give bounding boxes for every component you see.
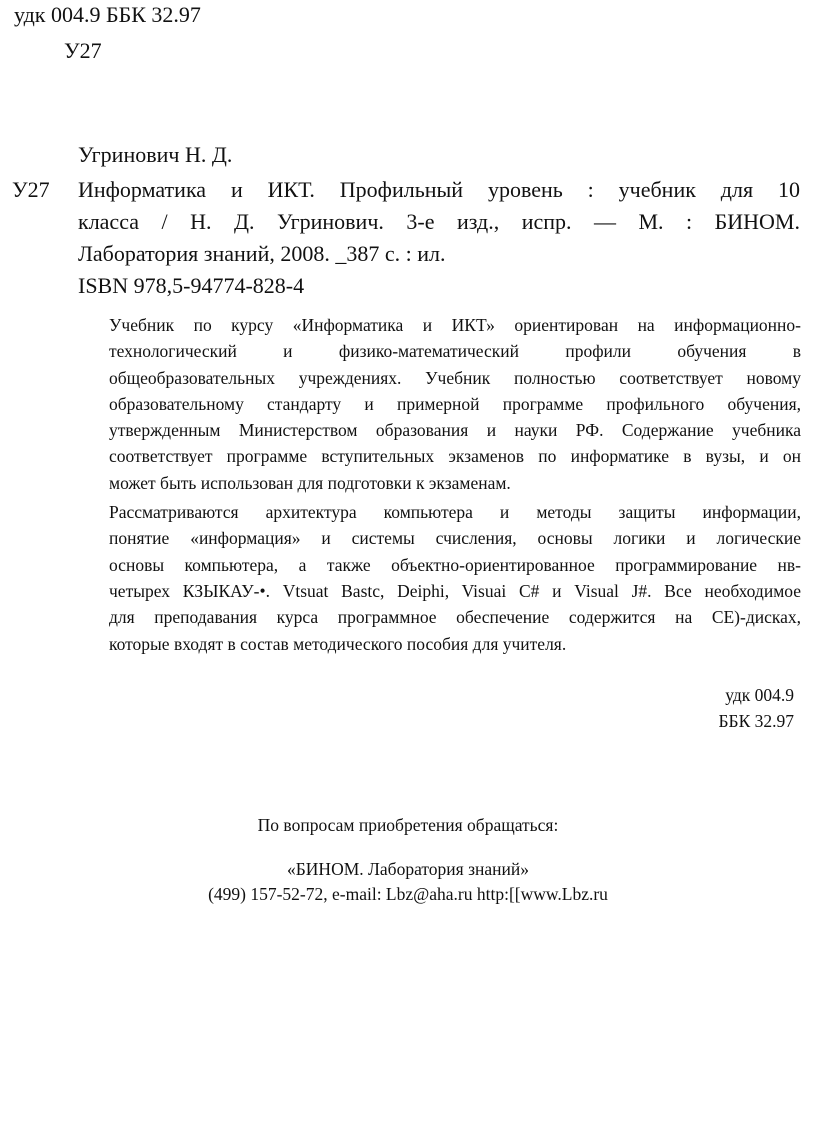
abstract-line: утвержденным Министерством образования и науки РФ. Содержание учебника (109, 420, 801, 441)
abstract (76, 312, 801, 657)
abstract-paragraph-2 (76, 499, 801, 657)
publisher-name: «БИНОМ. Лаборатория знаний» (287, 859, 529, 879)
abstract-line: четырех КЗЫКАУ-•. Vtsuat Bastc, Deiphi, Visuai C# и Visual J#. Все необходимое (109, 580, 801, 601)
abstract-line: образовательному стандарту и примерной программе профильного обучения, (109, 393, 801, 414)
contact-details: (499) 157-52-72, e-mail: Lbz@aha.ru http:[[www.Lbz.ru (208, 884, 608, 904)
abstract-line: понятие «информация» и системы счисления, основы логики и логические (109, 528, 801, 549)
bibliographic-entry (78, 174, 800, 302)
abstract-line: которые входят в состав методического пособия для учителя. (109, 633, 567, 654)
author-code-header: У27 (64, 38, 102, 63)
entry-line-publisher: Лаборатория знаний, 2008. _387 с. : ил. (78, 241, 446, 266)
abstract-line: общеобразовательных учреждениях. Учебник полностью соответствует новому (109, 367, 801, 388)
contact-heading: По вопросам приобретения обращаться: (257, 815, 559, 835)
author-name: Угринович Н. Д. (78, 142, 233, 167)
abstract-line: основы компьютера, а также объектно-ориентированное программирование нв- (109, 554, 801, 575)
bbk-code: ББК 32.97 (718, 711, 794, 731)
abstract-line: Учебник по курсу «Информатика и ИКТ» ориентирован на информационно- (109, 315, 801, 335)
entry-line-author: класса / Н. Д. Угринович. 3-е изд., испр. — М. : БИНОМ. (78, 209, 800, 234)
abstract-paragraph-1 (76, 312, 801, 496)
udk-code: удк 004.9 (725, 685, 794, 705)
entry-code: У27 (12, 177, 50, 202)
entry-line-title: Информатика и ИКТ. Профильный уровень : учебник для 10 (78, 177, 800, 202)
abstract-line: может быть использован для подготовки к экзаменам. (109, 472, 511, 493)
abstract-line: для преподавания курса программное обеспечение содержится на CE)-дисках, (109, 607, 801, 628)
entry-line-isbn: ISBN 978,5-94774-828-4 (78, 273, 305, 298)
abstract-line: технологический и физико-математический профили обучения в (109, 341, 801, 362)
abstract-line: Рассматриваются архитектура компьютера и методы защиты информации, (109, 502, 801, 523)
classification-block (718, 682, 794, 734)
abstract-line: соответствует программе вступительных экзаменов по информатике в вузы, и он (109, 446, 801, 467)
udk-bbk-header: удк 004.9 ББК 32.97 (14, 2, 201, 27)
